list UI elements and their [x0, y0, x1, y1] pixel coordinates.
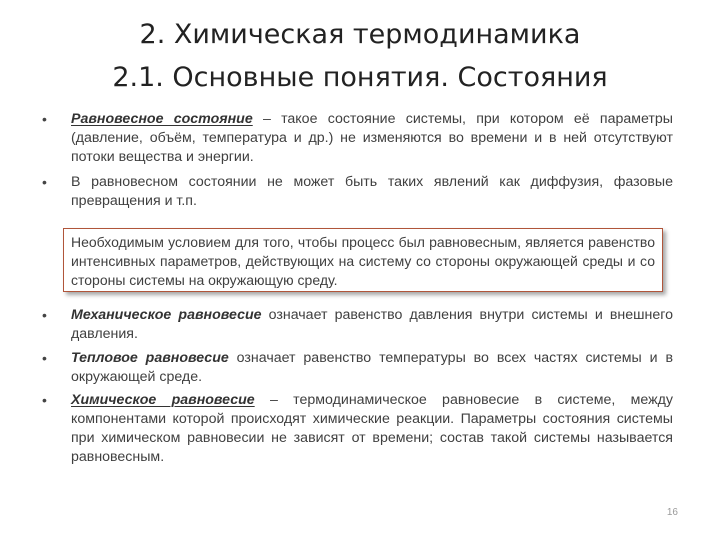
- slide-subtitle: 2.1. Основные понятия. Состояния: [112, 62, 608, 93]
- bullet-text: В равновесном состоянии не может быть таких явлений как диффузия, фазовые превращения и т.п.: [71, 174, 673, 209]
- callout-text: Необходимым условием для того, чтобы процесс был равновесным, является равенство интенсивных параметров, действующих на систему со стороны окружающей среды и со стороны системы на окружающую среду.: [71, 234, 655, 288]
- page-number: 16: [666, 507, 678, 518]
- bullet-definition: – такое состояние системы, при котором её параметры (давление, объём, температура и др.) не изменяются во времени и в ней отсутствуют потоки вещества и энергии.: [71, 111, 674, 165]
- bullet-text: [71, 110, 673, 167]
- term-equilibrium-state: Равновесное состояние: [71, 111, 253, 127]
- bullet-definition: – термодинамическое равновесие в системе, между компонентами которой происходят химические реакции. Параметры состояния системы при химическом равновесии не зависят от времени; состав такой системы называется равновесным.: [71, 392, 674, 465]
- bullet-text: [71, 391, 673, 467]
- term-chemical-equilibrium: Химическое равновесие: [71, 392, 255, 408]
- condition-callout-box: [63, 228, 663, 292]
- bullet-marker: •: [42, 392, 47, 408]
- term-mechanical-equilibrium: Механическое равновесие: [71, 307, 262, 323]
- slide-title: 2. Химическая термодинамика: [139, 19, 581, 50]
- bullet-marker: •: [42, 350, 47, 366]
- term-thermal-equilibrium: Тепловое равновесие: [71, 350, 229, 366]
- bullet-definition: означает равенство давления внутри системы и внешнего давления.: [71, 307, 674, 342]
- bullet-marker: •: [42, 307, 47, 323]
- bullet-text: [71, 306, 673, 344]
- bullet-text: [71, 349, 673, 387]
- bullet-marker: •: [42, 174, 47, 190]
- bullet-definition: означает равенство температуры во всех частях системы и в окружающей среде.: [71, 350, 674, 385]
- bullet-marker: •: [42, 111, 47, 127]
